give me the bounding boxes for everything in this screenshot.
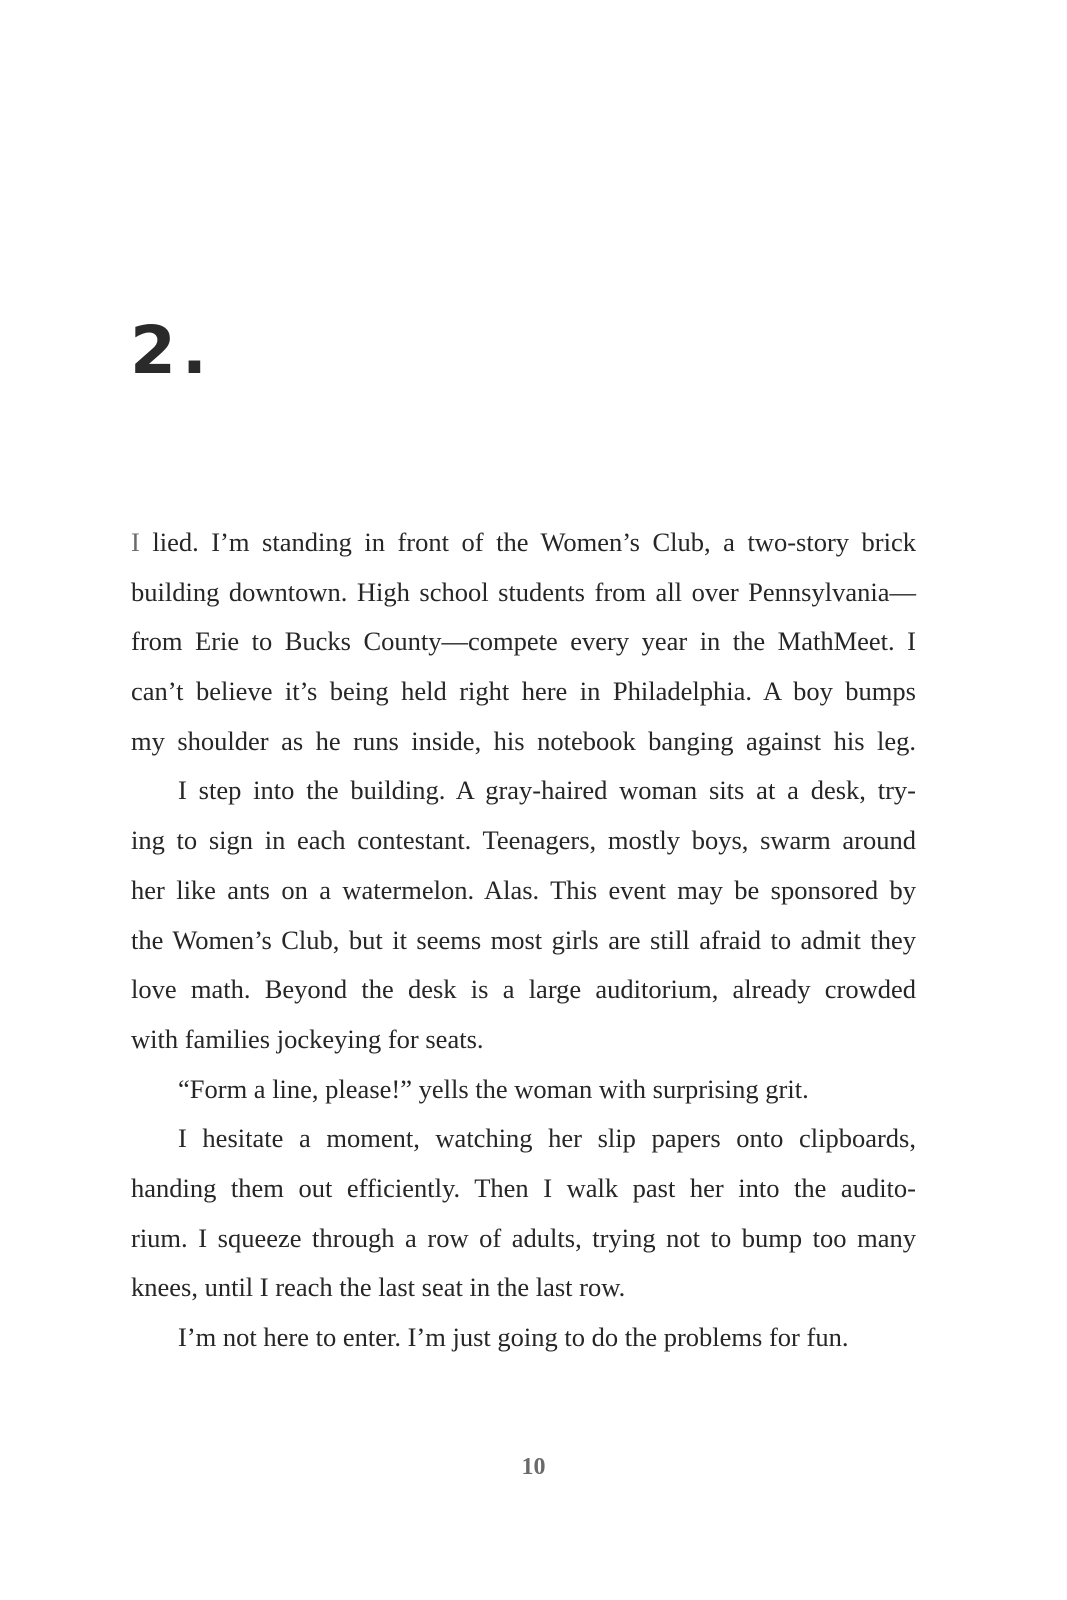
page-number: 10 <box>521 1454 546 1480</box>
text-line: “Form a line, please!” yells the woman with surprising grit. <box>178 1073 809 1104</box>
paragraph-1 <box>131 518 916 766</box>
text-line: knees, until I reach the last seat in the last row. <box>131 1272 626 1303</box>
drop-cap: I <box>131 527 140 557</box>
text-line: rium. I squeeze through a row of adults, trying not to bump too many <box>131 1222 916 1253</box>
chapter-body <box>131 518 916 1363</box>
text-line: love math. Beyond the desk is a large auditorium, already crowded <box>131 974 916 1005</box>
text-line: I step into the building. A gray-haired woman sits at a desk, try- <box>178 775 916 806</box>
text-line: I lied. I’m standing in front of the Women’s Club, a two-story brick <box>131 527 916 557</box>
text-line: handing them out efficiently. Then I walk past her into the audito- <box>131 1172 916 1203</box>
text-line: with families jockeying for seats. <box>131 1023 484 1054</box>
paragraph-2 <box>131 766 916 1064</box>
chapter-number: 2. <box>130 312 213 389</box>
text-line: ing to sign in each contestant. Teenagers, mostly boys, swarm around <box>131 825 916 856</box>
text-line: from Erie to Bucks County—compete every year in the MathMeet. I <box>131 626 916 657</box>
paragraph-5 <box>131 1313 916 1363</box>
text-line: can’t believe it’s being held right here in Philadelphia. A boy bumps <box>131 676 916 707</box>
text-line: the Women’s Club, but it seems most girls are still afraid to admit they <box>131 924 916 955</box>
text-line: I’m not here to enter. I’m just going to do the problems for fun. <box>178 1322 849 1352</box>
text-line: I hesitate a moment, watching her slip papers onto clipboards, <box>178 1123 916 1154</box>
text-line: building downtown. High school students from all over Pennsylvania— <box>131 576 916 607</box>
paragraph-4 <box>131 1114 916 1313</box>
text-line: my shoulder as he runs inside, his notebook banging against his leg. <box>131 725 916 756</box>
text-line: her like ants on a watermelon. Alas. This event may be sponsored by <box>131 874 916 905</box>
paragraph-3 <box>131 1065 916 1115</box>
